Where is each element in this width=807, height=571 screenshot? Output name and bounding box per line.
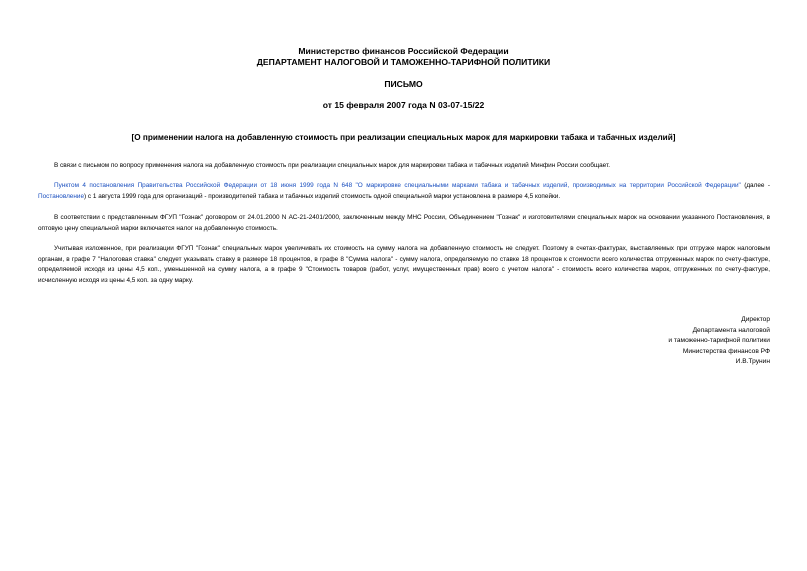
paragraph-resolution-rest: ) с 1 августа 1999 года для организаций - производителей табака и табачных изделий стоимость одной специальной марки установлена в размере 4,5 копейки. [84, 192, 561, 200]
ministry-name: Министерство финансов Российской Федерации [298, 46, 509, 56]
signature-name: И.В.Трунин [735, 358, 770, 366]
postanovlenie-link[interactable]: Постановление [38, 192, 85, 200]
resolution-link[interactable]: Пунктом 4 постановления Правительства Российской Федерации от 18 июня 1999 года N 648 "О маркировке специальными марками табака и табачных изделий, производимых на территории Российской Федерации" [54, 182, 741, 189]
paragraph-intro: В связи с письмом по вопросу применения налога на добавленную стоимость при реализации специальных марок для маркировки табака и табачных изделий Минфин России сообщает. [54, 162, 611, 169]
signature-department: Департамента налоговой [692, 326, 770, 334]
paragraph-resolution [38, 181, 770, 202]
signature-title: Директор [741, 316, 770, 323]
paragraph-contract: В соответствии с представленным ФГУП "Гознак" договором от 24.01.2000 N АС-21-2401/2000, заключенным между МНС России, Объединением "Гознак" и изготовителями специальных марок на основании указанного Постановления, в оптовую цену специальной марки включается налог на добавленную стоимость. [38, 214, 770, 232]
paragraph-resolution-mid: (далее - [740, 182, 770, 189]
document-type: ПИСЬМО [384, 79, 423, 89]
document-date-number: от 15 февраля 2007 года N 03-07-15/22 [322, 100, 485, 110]
signature-ministry: Министерства финансов РФ [682, 347, 770, 355]
document-subject: [О применении налога на добавленную стоимость при реализации специальных марок для маркировки табака и табачных изделий] [131, 133, 676, 142]
signature-department-cont: и таможенно-тарифной политики [668, 337, 770, 345]
paragraph-conclusion: Учитывая изложенное, при реализации ФГУП "Гознак" специальных марок увеличивать их стоимость на сумму налога на добавленную стоимость не следует. Поэтому в счетах-фактурах, выставляемых при отгрузке марок налоговым органам, в графе 7 "Налоговая ставка" следует указывать ставку в размере 18 процентов, в графе 8 "Сумма налога" - сумму налога, определяемую по ставке 18 процентов к стоимости всего количества отгруженных марок по счету-фактуре, определяемой исходя из цены 4,5 коп., уменьшенной на сумму налога, а в графе 9 "Стоимость товаров (работ, услуг, имущественных прав) всего с учетом налога" - стоимость всего количества марок, отгруженных по счету-фактуре, исчисленную исходя из цены 4,5 коп. за одну марку. [38, 245, 770, 284]
department-name: ДЕПАРТАМЕНТ НАЛОГОВОЙ И ТАМОЖЕННО-ТАРИФНОЙ ПОЛИТИКИ [256, 57, 551, 67]
signature-block [668, 315, 770, 368]
